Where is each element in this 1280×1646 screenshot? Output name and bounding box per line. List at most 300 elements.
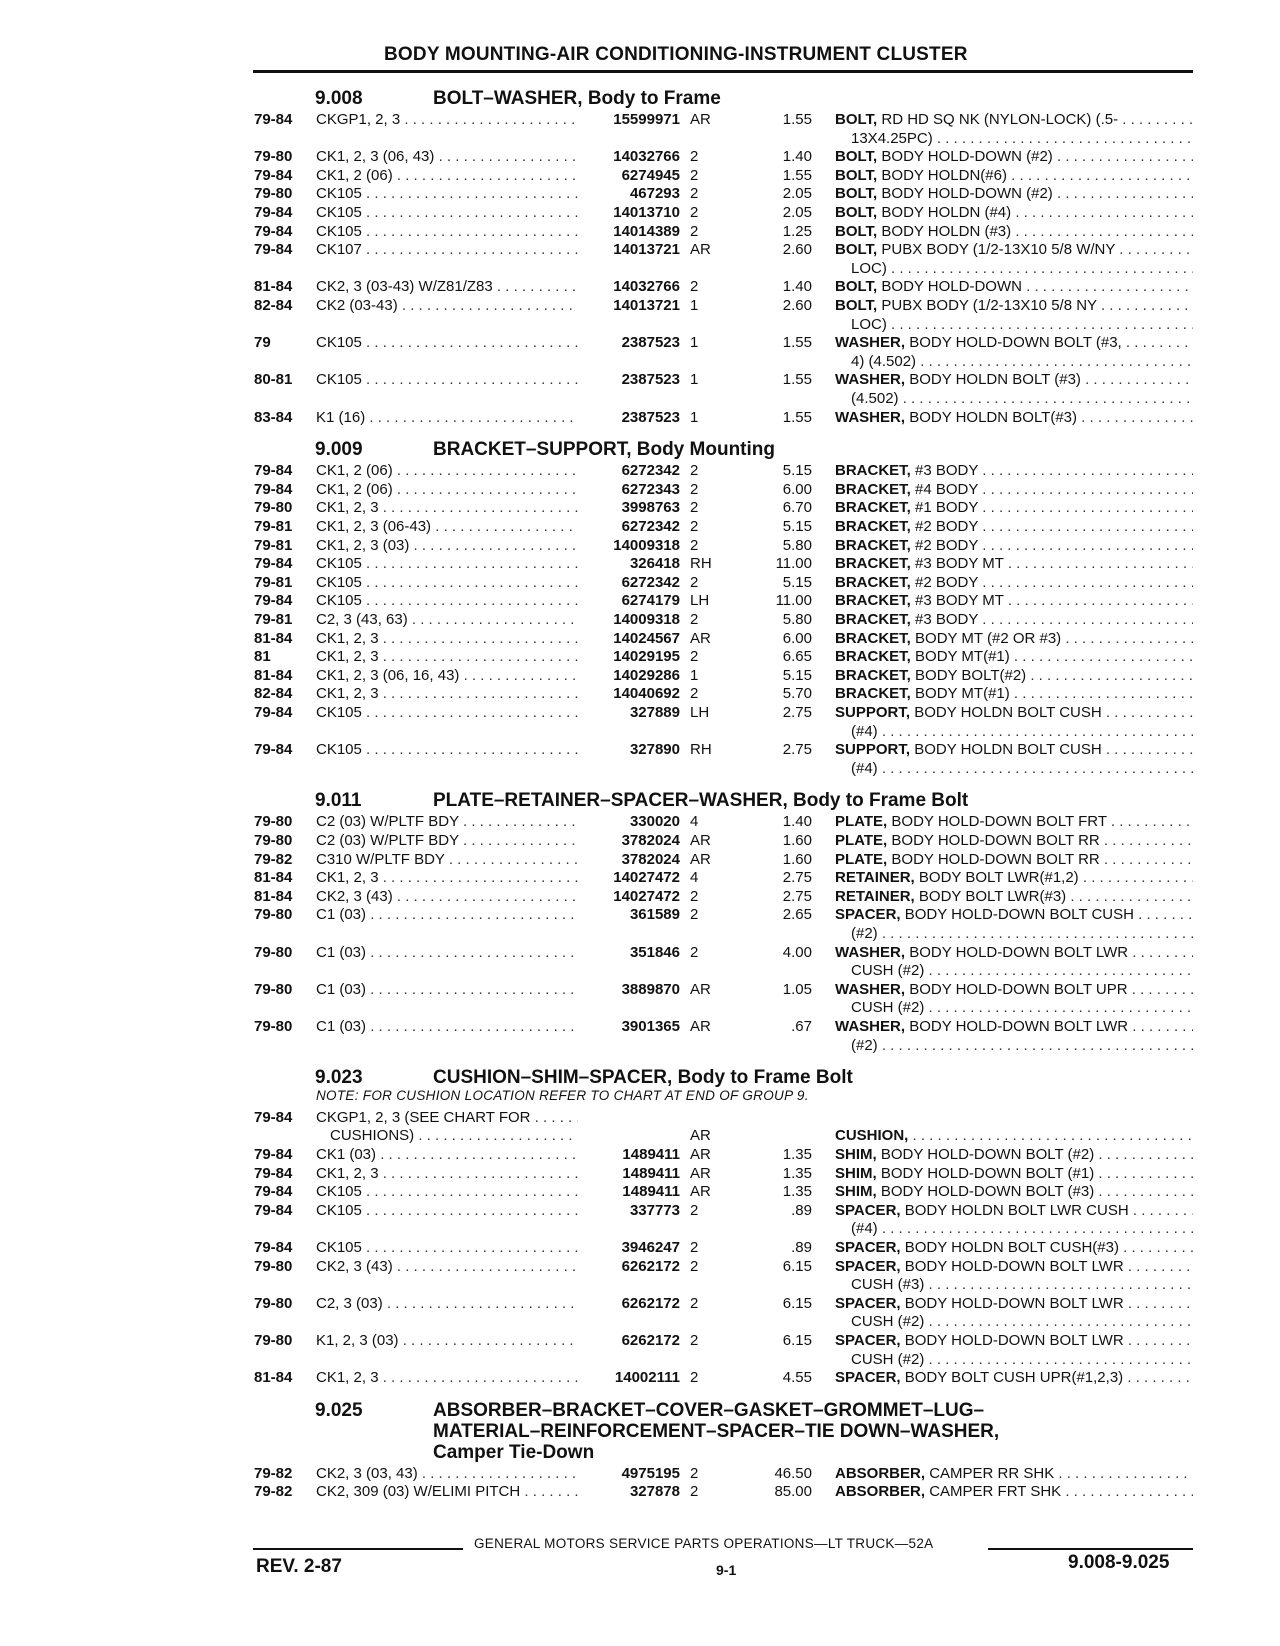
description: [835, 499, 1193, 518]
description-text: CAMPER FRT SHK: [929, 1483, 1062, 1501]
vehicle-model: CK105 . . .: [316, 185, 578, 204]
part-number: 14027472: [613, 887, 680, 905]
vehicle-model: CKGP1, 2, 3 . . .: [316, 111, 578, 130]
vehicle-model: K1, 2, 3 (03) . . .: [316, 1332, 578, 1351]
section-title: [433, 439, 775, 460]
description-keyword: BOLT,: [835, 185, 878, 203]
description-text: BODY HOLD-DOWN BOLT LWR: [904, 1257, 1124, 1275]
price: .89: [791, 1239, 812, 1256]
part-number: 14013710: [613, 204, 680, 221]
quantity: 2: [690, 1332, 699, 1349]
description: [835, 1127, 1193, 1146]
description-cont: 13X4.25PC) . . .: [851, 130, 1193, 149]
description-cont: LOC) . . .: [851, 260, 1193, 279]
part-number: 6272342: [621, 462, 680, 480]
part-number: 14024567: [613, 629, 680, 647]
section-number: 9.011: [315, 790, 362, 812]
model-years: 81-84: [254, 278, 293, 296]
quantity: 2: [690, 906, 699, 924]
vehicle-model: CK2, 309 (03) W/ELIMI PITCH . . .: [316, 1483, 578, 1502]
description-text: BODY HOLDN BOLT CUSH: [914, 741, 1102, 759]
description-text: BODY HOLDN BOLT CUSH(#3): [904, 1239, 1119, 1256]
description-text: BODY HOLD-DOWN BOLT RR: [891, 832, 1100, 849]
description: [835, 1258, 1193, 1277]
parts-catalog: [0, 88, 1280, 1538]
quantity: 2: [690, 185, 699, 203]
vehicle-model: C2 (03) W/PLTF BDY . . .: [316, 813, 578, 832]
description-text: RD HD SQ NK (NYLON-LOCK) (.5-: [881, 111, 1119, 128]
description-text: BODY BOLT LWR(#1,2): [918, 869, 1079, 887]
price: 6.00: [782, 480, 812, 498]
vehicle-model: CK1, 2, 3 . . .: [316, 685, 578, 704]
part-number: 3889870: [621, 980, 680, 998]
description: [835, 1018, 1193, 1037]
vehicle-model: CK2, 3 (43) . . .: [316, 888, 578, 907]
quantity: 2: [690, 1483, 699, 1501]
vehicle-model: CK2, 3 (03-43) W/Z81/Z83 . . .: [316, 278, 578, 297]
price: 1.55: [782, 111, 812, 128]
description-keyword: WASHER,: [835, 334, 906, 352]
model-years: 82-84: [254, 685, 293, 703]
part-number: 6272342: [621, 573, 680, 591]
description-text: BODY BOLT(#2): [915, 666, 1027, 684]
price: 5.15: [782, 462, 812, 480]
header-rule: [253, 70, 1193, 73]
price: 1.60: [782, 850, 812, 868]
part-number: 14002111: [614, 1369, 680, 1387]
footer-publisher: GENERAL MOTORS SERVICE PARTS OPERATIONS—LT TRUCK—52A: [474, 1536, 934, 1551]
vehicle-model: CK1, 2, 3 (06-43) . . .: [316, 518, 578, 537]
part-number: 6272343: [621, 480, 680, 498]
part-number: 6274179: [621, 592, 680, 610]
model-years: 79-80: [254, 499, 293, 517]
description-keyword: CUSHION,: [835, 1127, 909, 1145]
description-text: BODY HOLDN BOLT CUSH: [914, 704, 1102, 721]
quantity: 2: [690, 685, 699, 703]
description-keyword: SPACER,: [835, 1294, 901, 1312]
description: [835, 1369, 1193, 1388]
part-number: 361589: [629, 906, 680, 924]
model-years: 79-80: [254, 185, 293, 203]
vehicle-model: CK105 . . .: [316, 555, 578, 574]
part-number: 6272342: [621, 518, 680, 535]
description-cont: CUSH (#2) . . .: [851, 1313, 1193, 1332]
model-years: 79-80: [254, 1332, 293, 1349]
description: [835, 1239, 1193, 1258]
description-text: BODY HOLDN (#4): [881, 204, 1012, 221]
model-years: 79-84: [254, 241, 293, 259]
revision-label: REV. 2-87: [256, 1556, 342, 1577]
description-text: BODY MT(#1): [915, 685, 1010, 703]
description-keyword: RETAINER,: [835, 887, 915, 905]
description-text: BODY BOLT LWR(#3): [918, 887, 1067, 905]
vehicle-model: CK105 . . .: [316, 1183, 578, 1202]
price: 5.80: [782, 611, 812, 628]
quantity: AR: [690, 1127, 711, 1145]
vehicle-model: C1 (03) . . .: [316, 944, 578, 963]
description-text: #4 BODY: [915, 480, 979, 498]
description-text: BODY HOLD-DOWN BOLT LWR: [904, 1294, 1124, 1312]
price: 6.15: [782, 1257, 812, 1275]
part-number: 327878: [629, 1483, 680, 1501]
price: 2.60: [782, 297, 812, 314]
description-text: BODY HOLD-DOWN BOLT (#2): [880, 1146, 1095, 1163]
quantity: 2: [690, 943, 699, 961]
description: [835, 685, 1193, 704]
description-keyword: BRACKET,: [835, 611, 911, 628]
part-number: 14014389: [613, 222, 680, 240]
description-text: #3 BODY: [915, 462, 979, 480]
quantity: 1: [690, 666, 699, 684]
description-keyword: BRACKET,: [835, 499, 911, 517]
description-text: BODY HOLD-DOWN BOLT (#3): [880, 1183, 1095, 1201]
model-years: 81-84: [254, 629, 293, 647]
description-keyword: BRACKET,: [835, 480, 911, 498]
description: [835, 297, 1193, 316]
description: [835, 592, 1193, 611]
description-keyword: ABSORBER,: [835, 1464, 926, 1482]
description: [835, 813, 1193, 832]
vehicle-model: CK2, 3 (03, 43) . . .: [316, 1465, 578, 1484]
description: [835, 371, 1193, 390]
description-keyword: SPACER,: [835, 1332, 901, 1349]
description-text: BODY HOLD-DOWN (#2): [881, 185, 1053, 203]
description: [835, 204, 1193, 223]
description-cont: 4) (4.502) . . .: [851, 353, 1193, 372]
model-years: 79-80: [254, 1018, 293, 1035]
description: [835, 1202, 1193, 1221]
description-cont: (#2) . . .: [851, 1037, 1193, 1056]
quantity: RH: [690, 555, 712, 573]
description-keyword: BOLT,: [835, 166, 878, 184]
model-years: 79-84: [254, 1201, 293, 1219]
quantity: 2: [690, 536, 699, 554]
quantity: 2: [690, 1294, 699, 1312]
description: [835, 1165, 1193, 1184]
description: [835, 334, 1193, 353]
quantity: 2: [690, 611, 699, 628]
part-number: 2387523: [621, 408, 680, 426]
description-text: #2 BODY: [915, 573, 979, 591]
price: 5.15: [782, 518, 812, 535]
description: [835, 574, 1193, 593]
vehicle-model: C2, 3 (03) . . .: [316, 1295, 578, 1314]
section-number: 9.025: [315, 1399, 363, 1421]
quantity: AR: [690, 1183, 711, 1201]
price: 1.40: [782, 148, 812, 166]
description: [835, 944, 1193, 963]
price: 6.15: [782, 1332, 812, 1349]
description-keyword: BRACKET,: [835, 555, 911, 573]
price: 5.15: [782, 573, 812, 591]
quantity: 2: [690, 1257, 699, 1275]
part-number: 2387523: [621, 334, 680, 352]
vehicle-model: CK105 . . .: [316, 371, 578, 390]
description-keyword: ABSORBER,: [835, 1483, 926, 1501]
description-keyword: BRACKET,: [835, 629, 911, 647]
description-text: #3 BODY MT: [915, 592, 1004, 610]
page-number: 9-1: [716, 1562, 737, 1578]
description: [835, 1465, 1193, 1484]
vehicle-model: C1 (03) . . .: [316, 1018, 578, 1037]
description-text: #2 BODY: [915, 536, 979, 554]
price: 4.55: [782, 1369, 812, 1387]
description: [835, 278, 1193, 297]
description-keyword: BOLT,: [835, 278, 878, 296]
price: 2.75: [782, 887, 812, 905]
part-number: 4975195: [621, 1464, 680, 1482]
section-title-line: BRACKET–SUPPORT, Body Mounting: [433, 439, 775, 461]
section-title: [433, 790, 968, 811]
description: [835, 630, 1193, 649]
description-keyword: BRACKET,: [835, 666, 911, 684]
description-text: #1 BODY: [915, 499, 979, 517]
description-text: BODY HOLD-DOWN: [881, 278, 1022, 296]
vehicle-model: CK1, 2 (06) . . .: [316, 167, 578, 186]
price: 2.75: [782, 741, 812, 759]
vehicle-model: C1 (03) . . .: [316, 981, 578, 1000]
section-number: 9.008: [315, 88, 363, 109]
part-number: 327889: [629, 704, 680, 721]
description-text: BODY MT(#1): [915, 648, 1010, 666]
vehicle-model: CK105 . . .: [316, 204, 578, 223]
model-years: 79-80: [254, 980, 293, 998]
quantity: LH: [690, 592, 710, 610]
description-text: BODY HOLD-DOWN BOLT LWR: [904, 1332, 1124, 1349]
price: 11.00: [775, 592, 812, 610]
description: [835, 741, 1193, 760]
vehicle-model: C2, 3 (43, 63) . . .: [316, 611, 578, 630]
price: 2.75: [782, 704, 812, 721]
vehicle-model-cont: CUSHIONS) . . .: [330, 1127, 578, 1146]
price: 46.50: [774, 1464, 812, 1482]
quantity: 1: [690, 334, 699, 352]
price: 2.05: [782, 204, 812, 221]
description-text: PUBX BODY (1/2-13X10 5/8 NY: [881, 297, 1097, 314]
price: 1.25: [782, 222, 812, 240]
vehicle-model: C1 (03) . . .: [316, 906, 578, 925]
footer-rule-left: [253, 1548, 463, 1550]
model-years: 79-84: [254, 592, 293, 610]
model-years: 80-81: [254, 371, 293, 389]
vehicle-model: CK1, 2, 3 . . .: [316, 1165, 578, 1184]
quantity: AR: [690, 629, 711, 647]
description-keyword: BOLT,: [835, 241, 878, 259]
quantity: 4: [690, 869, 699, 887]
description-text: BODY HOLDN BOLT LWR CUSH: [904, 1201, 1129, 1219]
quantity: 2: [690, 222, 699, 240]
model-years: 79-81: [254, 536, 293, 554]
description-cont: (#4) . . .: [851, 1220, 1193, 1239]
description-text: BODY HOLD-DOWN (#2): [881, 148, 1053, 166]
price: 1.60: [782, 832, 812, 849]
vehicle-model: CK1, 2 (06) . . .: [316, 481, 578, 500]
price: 6.15: [782, 1294, 812, 1312]
description-keyword: WASHER,: [835, 943, 906, 961]
description-keyword: BRACKET,: [835, 592, 911, 610]
description-cont: (4.502) . . .: [851, 390, 1193, 409]
model-years: 79-80: [254, 832, 293, 849]
description-text: BODY HOLD-DOWN BOLT LWR: [909, 943, 1129, 961]
quantity: 2: [690, 1239, 699, 1256]
description: [835, 555, 1193, 574]
price: 2.75: [782, 869, 812, 887]
part-number: 1489411: [622, 1183, 680, 1201]
description: [835, 869, 1193, 888]
description-keyword: SPACER,: [835, 1239, 901, 1256]
price: 1.40: [782, 278, 812, 296]
part-number: 3782024: [621, 850, 680, 868]
description-keyword: BOLT,: [835, 222, 878, 240]
description: [835, 906, 1193, 925]
model-years: 79-80: [254, 148, 293, 166]
price: 1.35: [782, 1183, 812, 1201]
price: 1.55: [782, 166, 812, 184]
part-number: 3946247: [621, 1239, 680, 1256]
description-keyword: PLATE,: [835, 813, 888, 831]
description-keyword: SUPPORT,: [835, 704, 911, 721]
vehicle-model: CK2 (03-43) . . .: [316, 297, 578, 316]
description-cont: CUSH (#2) . . .: [851, 962, 1193, 981]
model-years: 79-80: [254, 906, 293, 924]
description-keyword: BRACKET,: [835, 462, 911, 480]
part-number: 330020: [629, 813, 680, 831]
section-title-line: MATERIAL–REINFORCEMENT–SPACER–TIE DOWN–WASHER,: [433, 1420, 1000, 1442]
quantity: AR: [690, 980, 711, 998]
description: [835, 518, 1193, 537]
description-text: BODY HOLD-DOWN BOLT UPR: [909, 980, 1128, 998]
description-keyword: SPACER,: [835, 1257, 901, 1275]
part-number: 14009318: [613, 536, 680, 554]
description-cont: CUSH (#2) . . .: [851, 1351, 1193, 1370]
vehicle-model: CK107 . . .: [316, 241, 578, 260]
description-keyword: BRACKET,: [835, 518, 911, 535]
vehicle-model: CK1, 2 (06) . . .: [316, 462, 578, 481]
part-number: 467293: [629, 185, 680, 203]
quantity: 2: [690, 1201, 699, 1219]
quantity: AR: [690, 1164, 711, 1182]
description: [835, 981, 1193, 1000]
part-number: 14032766: [613, 148, 680, 166]
model-years: 79-84: [254, 204, 293, 221]
model-years: 81-84: [254, 887, 293, 905]
model-years: 79-84: [254, 741, 293, 759]
description-keyword: SHIM,: [835, 1183, 877, 1201]
price: 1.05: [782, 980, 812, 998]
description-keyword: BOLT,: [835, 297, 878, 314]
part-number: 14029195: [613, 648, 680, 666]
vehicle-model: C310 W/PLTF BDY . . .: [316, 851, 578, 870]
section-title: [433, 1067, 853, 1088]
model-years: 79: [254, 334, 271, 352]
description-cont: CUSH (#3) . . .: [851, 1276, 1193, 1295]
description: [835, 667, 1193, 686]
description: [835, 851, 1193, 870]
model-years: 81-84: [254, 666, 293, 684]
description: [835, 611, 1193, 630]
description: [835, 888, 1193, 907]
quantity: 2: [690, 204, 699, 221]
quantity: 2: [690, 518, 699, 535]
vehicle-model: CK105 . . .: [316, 704, 578, 723]
model-years: 82-84: [254, 297, 293, 314]
section-title-line: PLATE–RETAINER–SPACER–WASHER, Body to Frame Bolt: [433, 790, 969, 812]
description: [835, 167, 1193, 186]
vehicle-model: CK105 . . .: [316, 1239, 578, 1258]
description: [835, 185, 1193, 204]
description: [835, 409, 1193, 428]
description: [835, 148, 1193, 167]
description-keyword: BOLT,: [835, 204, 878, 221]
model-years: 81: [254, 648, 271, 666]
part-number: 6274945: [621, 166, 680, 184]
quantity: 2: [690, 887, 699, 905]
description-text: #3 BODY MT: [915, 555, 1004, 573]
footer-rule-right: [988, 1548, 1193, 1550]
section-title-line: ABSORBER–BRACKET–COVER–GASKET–GROMMET–LUG–: [433, 1399, 985, 1421]
description-keyword: WASHER,: [835, 980, 906, 998]
description-text: BODY BOLT CUSH UPR(#1,2,3): [904, 1369, 1124, 1387]
vehicle-model: CK1 (03) . . .: [316, 1146, 578, 1165]
description-keyword: SUPPORT,: [835, 741, 911, 759]
vehicle-model: CK105 . . .: [316, 592, 578, 611]
description-keyword: BRACKET,: [835, 536, 911, 554]
price: 2.65: [782, 906, 812, 924]
description: [835, 648, 1193, 667]
price: 6.00: [782, 629, 812, 647]
quantity: 2: [690, 462, 699, 480]
part-number: 14040692: [613, 685, 680, 703]
model-years: 79-84: [254, 1164, 293, 1182]
price: .89: [791, 1201, 812, 1219]
vehicle-model: CK105 . . .: [316, 223, 578, 242]
vehicle-model: CK105 . . .: [316, 741, 578, 760]
description-keyword: SHIM,: [835, 1164, 877, 1182]
quantity: LH: [690, 704, 710, 721]
price: .67: [791, 1018, 812, 1035]
description-keyword: RETAINER,: [835, 869, 915, 887]
description-keyword: PLATE,: [835, 832, 888, 849]
quantity: 2: [690, 148, 699, 166]
price: 1.35: [782, 1146, 812, 1163]
description: [835, 1183, 1193, 1202]
description: [835, 241, 1193, 260]
section-number: 9.023: [315, 1067, 363, 1089]
price: 6.70: [782, 499, 812, 517]
price: 6.65: [782, 648, 812, 666]
vehicle-model: CK105 . . .: [316, 574, 578, 593]
section-note: NOTE: FOR CUSHION LOCATION REFER TO CHART AT END OF GROUP 9.: [316, 1088, 809, 1104]
description-keyword: SHIM,: [835, 1146, 877, 1163]
price: 1.55: [782, 371, 812, 389]
description-keyword: BOLT,: [835, 148, 878, 166]
model-years: 79-84: [254, 1146, 293, 1163]
vehicle-model: CKGP1, 2, 3 (SEE CHART FOR . . .: [316, 1109, 578, 1128]
page-title: BODY MOUNTING-AIR CONDITIONING-INSTRUMENT CLUSTER: [384, 44, 968, 65]
description-keyword: WASHER,: [835, 408, 906, 426]
model-years: 79-84: [254, 222, 293, 240]
vehicle-model: CK1, 2, 3 (06, 43) . . .: [316, 148, 578, 167]
description-text: BODY HOLD-DOWN BOLT (#1): [880, 1164, 1095, 1182]
model-years: 79-84: [254, 555, 293, 573]
model-years: 79-82: [254, 1464, 293, 1482]
part-number: 327890: [629, 741, 680, 759]
part-number: 14013721: [613, 297, 680, 314]
vehicle-model: C2 (03) W/PLTF BDY . . .: [316, 832, 578, 851]
model-years: 79-84: [254, 111, 293, 128]
part-number: 15599971: [613, 111, 680, 128]
description-keyword: PLATE,: [835, 850, 888, 868]
